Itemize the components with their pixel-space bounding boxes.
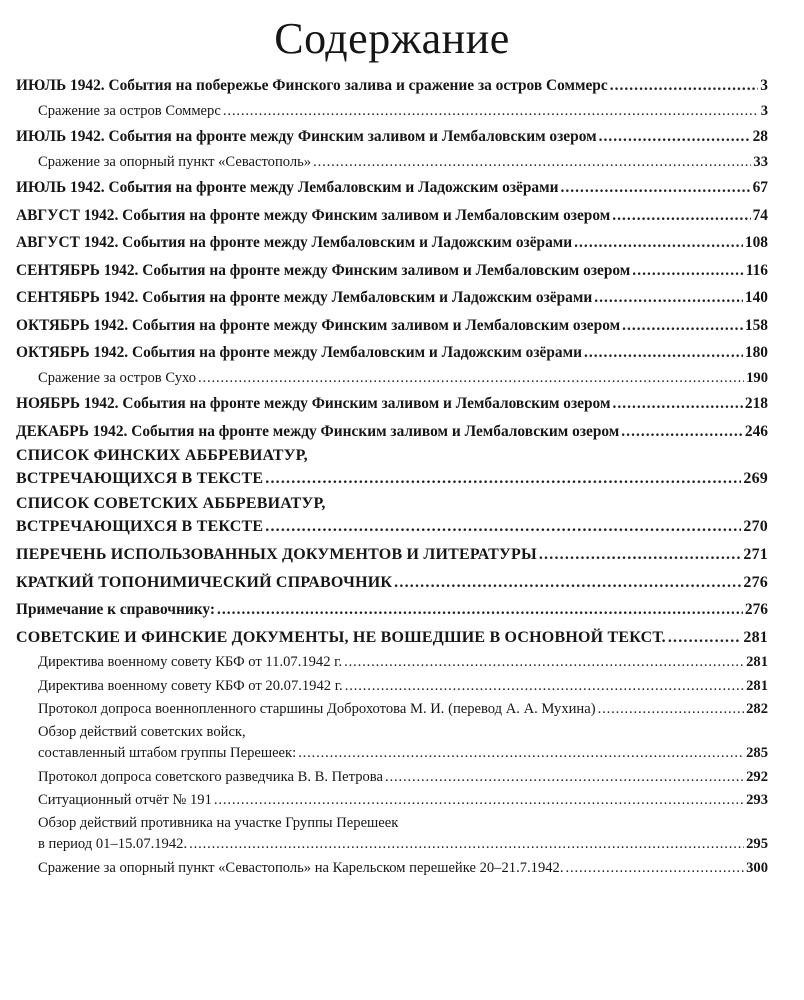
toc-entry-situation-report[interactable] — [16, 789, 768, 813]
leader-dots — [344, 651, 744, 675]
leader-dots — [560, 174, 750, 202]
toc-entry-august-lakes[interactable] — [16, 229, 768, 257]
entry-title: Протокол допроса военнопленного старшины Доброхотова М. И. (перевод А. А. Мухина) — [38, 701, 596, 717]
entry-title: ОКТЯБРЬ 1942. События на фронте между Финским заливом и Лембаловским озером — [16, 316, 621, 334]
entry-title: СЕНТЯБРЬ 1942. События на фронте между Лембаловским и Ладожским озёрами — [16, 289, 593, 306]
page-number: 276 — [743, 573, 768, 591]
entry-title: Примечание к справочнику: — [16, 601, 215, 618]
entry-title: Ситуационный отчёт № 191 — [38, 792, 212, 808]
leader-dots — [298, 742, 744, 764]
leader-dots — [385, 766, 744, 790]
leader-dots — [594, 284, 743, 312]
leader-dots — [313, 151, 751, 175]
entry-title: ИЮЛЬ 1942. События на фронте между Лембаловским и Ладожским озёрами — [16, 179, 559, 196]
page-number: 33 — [753, 153, 768, 170]
toc-entry-november[interactable] — [16, 390, 768, 418]
leader-dots — [599, 123, 751, 151]
toc-entry-october-lakes[interactable] — [16, 339, 768, 367]
page-number: 270 — [743, 518, 768, 535]
page-number: 67 — [752, 179, 768, 196]
toc-entry-finnish-abbreviations[interactable] — [16, 445, 768, 493]
leader-dots — [265, 515, 741, 539]
page-number: 74 — [752, 206, 768, 224]
toc-entry-appendix-documents[interactable] — [16, 624, 768, 652]
leader-dots — [574, 229, 743, 257]
toc-entry-interrogation-dobrokhotov[interactable] — [16, 698, 768, 722]
entry-title: СЕНТЯБРЬ 1942. События на фронте между Финским заливом и Лембаловским озером — [16, 261, 631, 279]
leader-dots — [612, 202, 750, 230]
entry-title: Протокол допроса советского разведчика В. В. Петрова — [38, 768, 383, 785]
leader-dots — [612, 390, 742, 418]
page-title: Содержание — [274, 14, 510, 63]
page-number: 293 — [746, 792, 768, 808]
entry-title: ВСТРЕЧАЮЩИХСЯ В ТЕКСТЕ — [16, 470, 264, 487]
page-number: 28 — [752, 128, 768, 145]
page-number: 269 — [743, 470, 768, 487]
toc-entry-sukho[interactable] — [16, 367, 768, 391]
page-number: 246 — [744, 422, 768, 440]
page-number: 190 — [746, 369, 768, 386]
entry-title: Директива военному совету КБФ от 11.07.1942 г. — [38, 654, 343, 670]
entry-title: ИЮЛЬ 1942. События на побережье Финского залива и сражение за остров Соммерс — [16, 77, 608, 94]
page-number: 285 — [746, 744, 768, 761]
leader-dots — [610, 72, 759, 100]
leader-dots — [622, 312, 743, 340]
page-number: 116 — [745, 261, 768, 279]
leader-dots — [621, 418, 743, 446]
toc-entry-december[interactable] — [16, 418, 768, 446]
toc-entry-july-gulf[interactable] — [16, 72, 768, 100]
leader-dots — [189, 833, 744, 855]
page-number: 3 — [760, 102, 768, 119]
page-number: 281 — [746, 677, 768, 694]
toc-entry-sevastopol-battle[interactable] — [16, 857, 768, 881]
leader-dots — [223, 100, 759, 124]
toc-entry-july-lakes[interactable] — [16, 174, 768, 202]
toc-entry-enemy-actions-review[interactable] — [16, 813, 768, 857]
toc-entry-directive-2007[interactable] — [16, 675, 768, 699]
entry-title: ИЮЛЬ 1942. События на фронте между Финским заливом и Лембаловским озером — [16, 128, 597, 145]
page-number: 140 — [744, 289, 768, 306]
entry-title-line1: Обзор действий советских войск, — [38, 723, 246, 740]
entry-title: Сражение за остров Соммерс — [38, 102, 221, 119]
leader-dots — [217, 596, 743, 624]
toc-entry-september-front[interactable] — [16, 257, 768, 285]
toc-entry-september-lakes[interactable] — [16, 284, 768, 312]
page-number: 292 — [746, 768, 768, 785]
leader-dots — [668, 624, 742, 652]
entry-title: Сражение за опорный пункт «Севастополь» на Карельском перешейке 20–21.7.1942. — [38, 859, 564, 876]
toc-entry-soviet-actions-review[interactable] — [16, 722, 768, 766]
toc-entry-august-front[interactable] — [16, 202, 768, 230]
toc-entry-directive-1107[interactable] — [16, 651, 768, 675]
entry-title-line1: СПИСОК СОВЕТСКИХ АББРЕВИАТУР, — [16, 495, 326, 512]
page-number: 3 — [760, 77, 768, 94]
leader-dots — [598, 698, 745, 722]
toc-entry-interrogation-petrov[interactable] — [16, 766, 768, 790]
entry-title: Директива военному совету КБФ от 20.07.1942 г. — [38, 677, 343, 694]
table-of-contents — [16, 72, 768, 880]
entry-title: АВГУСТ 1942. События на фронте между Лембаловским и Ладожским озёрами — [16, 234, 573, 251]
leader-dots — [566, 857, 745, 881]
entry-title: АВГУСТ 1942. События на фронте между Финским заливом и Лембаловским озером — [16, 206, 611, 224]
page-number: 295 — [746, 835, 768, 852]
leader-dots — [394, 569, 741, 597]
page-number: 271 — [743, 546, 768, 563]
leader-dots — [632, 257, 743, 285]
page-number: 300 — [746, 859, 768, 876]
toc-entry-soviet-abbreviations[interactable] — [16, 493, 768, 541]
entry-title: НОЯБРЬ 1942. События на фронте между Финским заливом и Лембаловским озером — [16, 395, 611, 412]
page-number: 108 — [744, 234, 768, 251]
page-number: 218 — [744, 395, 768, 412]
toc-entry-toponymic-guide[interactable] — [16, 569, 768, 597]
leader-dots — [584, 339, 743, 367]
entry-title: ДЕКАБРЬ 1942. События на фронте между Финским заливом и Лембаловским озером — [16, 422, 620, 440]
leader-dots — [198, 367, 744, 391]
page-number: 281 — [746, 654, 768, 670]
toc-entry-sevastopol[interactable] — [16, 151, 768, 175]
entry-title-line1: СПИСОК ФИНСКИХ АББРЕВИАТУР, — [16, 447, 308, 464]
entry-title: КРАТКИЙ ТОПОНИМИЧЕСКИЙ СПРАВОЧНИК — [16, 573, 393, 591]
leader-dots — [265, 467, 741, 491]
entry-title: СОВЕТСКИЕ И ФИНСКИЕ ДОКУМЕНТЫ, НЕ ВОШЕДШИЕ В ОСНОВНОЙ ТЕКСТ. — [16, 628, 666, 646]
entry-title: составленный штабом группы Перешеек: — [38, 744, 297, 761]
toc-entry-july-front[interactable] — [16, 123, 768, 151]
leader-dots — [345, 675, 744, 699]
toc-entry-october-front[interactable] — [16, 312, 768, 340]
page-number: 281 — [743, 628, 768, 646]
page-number: 180 — [744, 344, 768, 361]
entry-title: ВСТРЕЧАЮЩИХСЯ В ТЕКСТЕ — [16, 518, 264, 535]
entry-title: Сражение за остров Сухо — [38, 369, 197, 386]
toc-entry-guide-note[interactable] — [16, 596, 768, 624]
entry-title: ПЕРЕЧЕНЬ ИСПОЛЬЗОВАННЫХ ДОКУМЕНТОВ И ЛИТЕРАТУРЫ — [16, 546, 537, 563]
entry-title: в период 01–15.07.1942. — [38, 835, 188, 852]
leader-dots — [539, 541, 742, 569]
entry-title: Сражение за опорный пункт «Севастополь» — [38, 153, 312, 170]
page-number: 158 — [744, 316, 768, 334]
entry-title-line1: Обзор действий противника на участке Группы Перешеек — [38, 814, 399, 831]
toc-entry-sommers[interactable] — [16, 100, 768, 124]
page-number: 282 — [746, 701, 768, 717]
entry-title: ОКТЯБРЬ 1942. События на фронте между Лембаловским и Ладожским озёрами — [16, 344, 582, 361]
leader-dots — [214, 789, 744, 813]
page-number: 276 — [744, 601, 768, 618]
toc-entry-sources[interactable] — [16, 541, 768, 569]
